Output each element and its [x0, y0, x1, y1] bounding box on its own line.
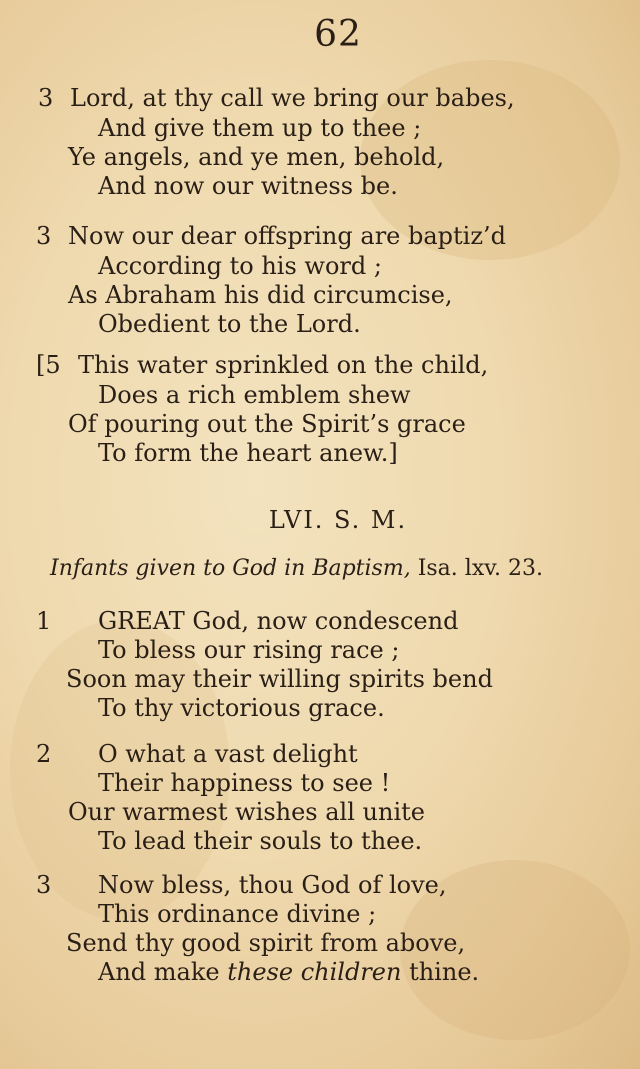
verse-line-last — [98, 957, 479, 987]
verse-line: Lord, at thy call we bring our babes, — [70, 84, 515, 112]
verse-line: O what a vast delight — [98, 740, 358, 768]
verse-line: Now bless, thou God of love, — [98, 871, 447, 899]
verse-line: Our warmest wishes all unite — [68, 798, 425, 826]
verse-line: Of pouring out the Spirit’s grace — [68, 410, 466, 438]
verse-number: [5 — [36, 351, 61, 379]
verse-line: According to his word ; — [98, 252, 382, 280]
verse-line: Now our dear offspring are baptiz’d — [68, 222, 506, 250]
verse-line: As Abraham his did circumcise, — [68, 281, 453, 309]
verse-line-end: thine. — [409, 958, 480, 986]
verse-line: This ordinance divine ; — [98, 900, 377, 928]
verse-line: Send thy good spirit from above, — [66, 929, 466, 957]
hymn-subtitle — [50, 554, 543, 584]
verse-number: 3 — [38, 84, 54, 112]
verse-line: Ye angels, and ye men, behold, — [68, 143, 445, 171]
verse-line: To thy victorious grace. — [98, 694, 385, 722]
verse-line: This water sprinkled on the child, — [78, 351, 489, 379]
verse-number: 3 — [36, 222, 52, 250]
verse-line: GREAT God, now condescend — [98, 607, 459, 635]
verse-line: To lead their souls to thee. — [98, 827, 423, 855]
verse-line-start: And make — [98, 958, 220, 986]
verse-line: To bless our rising race ; — [98, 636, 400, 664]
verse-line: Soon may their willing spirits bend — [66, 665, 493, 693]
verse-line: Obedient to the Lord. — [98, 310, 361, 338]
verse-number: 2 — [36, 740, 52, 768]
subtitle-reference: Isa. lxv. 23. — [417, 556, 544, 581]
verse-line: And now our witness be. — [98, 172, 398, 200]
verse-line-italic: these children — [227, 958, 402, 986]
subtitle-italic: Infants given to God in Baptism, — [50, 556, 411, 581]
verse-line: To form the heart anew.] — [98, 439, 398, 467]
verse-line: Their happiness to see ! — [98, 769, 391, 797]
verse-number: 3 — [36, 871, 52, 899]
page-number: 62 — [314, 14, 362, 55]
verse-line: And give them up to thee ; — [98, 114, 422, 142]
verse-line: Does a rich emblem shew — [98, 381, 411, 409]
verse-number: 1 — [36, 607, 52, 635]
hymn-title: LVI. S. M. — [268, 506, 408, 534]
